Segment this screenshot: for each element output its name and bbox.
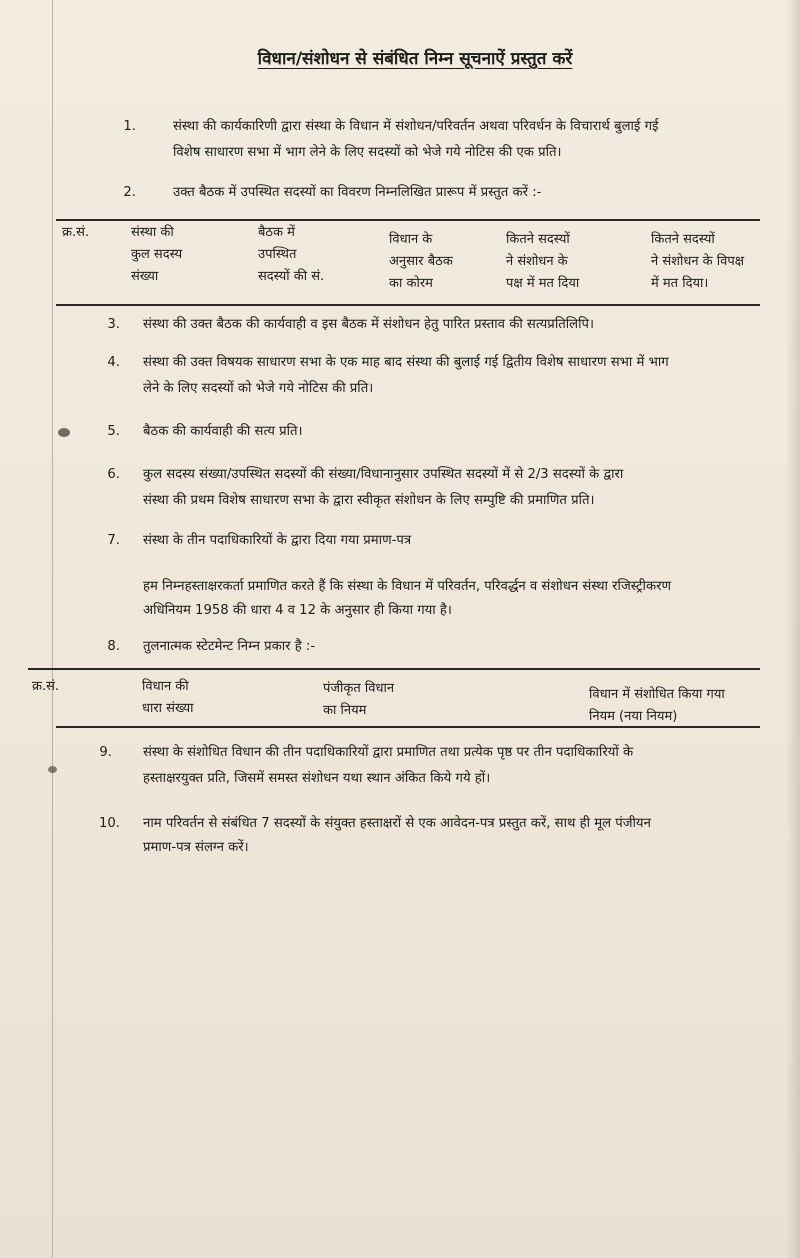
- table2-col-clause-number: [142, 676, 193, 720]
- ink-smudge: [48, 766, 57, 773]
- table2-col-amended-rule: [589, 684, 725, 728]
- page-edge-shadow: [786, 0, 800, 1258]
- header-line: का कोरम: [389, 276, 433, 291]
- header-line: धारा संख्या: [142, 701, 194, 716]
- table1-col-votes-for: [506, 229, 579, 295]
- item-text-line: संस्था की प्रथम विशेष साधारण सभा के द्वारा स्वीकृत संशोधन के लिए सम्पुष्टि की प्रमाणित प्रति।: [143, 493, 595, 508]
- item-text-line: तुलनात्मक स्टेटमेन्ट निम्न प्रकार है :-: [143, 639, 316, 654]
- item-text-line: हस्ताक्षरयुक्त प्रति, जिसमें समस्त संशोधन यथा स्थान अंकित किये गये हों।: [143, 771, 491, 786]
- header-line: पक्ष में मत दिया: [506, 276, 580, 291]
- margin-line: [52, 0, 53, 1258]
- header-line: नियम (नया नियम): [589, 709, 678, 724]
- table2-col-serial: [32, 676, 59, 698]
- item-text-line: लेने के लिए सदस्यों को भेजे गये नोटिस की प्रति।: [143, 381, 374, 396]
- item-text-line: अधिनियम 1958 की धारा 4 व 12 के अनुसार ही किया गया है।: [143, 603, 452, 618]
- header-line: अनुसार बैठक: [389, 254, 453, 269]
- item-text-line: बैठक की कार्यवाही की सत्य प्रति।: [143, 424, 303, 439]
- item-number: 3.: [107, 317, 120, 332]
- header-line: सदस्यों की सं.: [258, 269, 325, 284]
- document-title: विधान/संशोधन से संबंधित निम्न सूचनाऐं प्रस्तुत करें: [257, 49, 573, 69]
- header-line: का नियम: [323, 703, 367, 718]
- header-line: कितने सदस्यों: [651, 232, 715, 247]
- item-text-line: नाम परिवर्तन से संबंधित 7 सदस्यों के संयुक्त हस्ताक्षरों से एक आवेदन-पत्र प्रस्तुत करें, साथ ही मूल पंजीयन: [143, 816, 651, 831]
- table1-col-total-members: [131, 222, 182, 288]
- item-number: 9.: [99, 745, 112, 760]
- item-text-line: हम निम्नहस्ताक्षरकर्ता प्रमाणित करते हैं कि संस्था के विधान में परिवर्तन, परिवर्द्धन व संशोधन संस्था रजिस्ट्रीकरण: [143, 579, 671, 594]
- item-number: 4.: [107, 355, 120, 370]
- table1-top-rule: [56, 219, 760, 221]
- header-line: पंजीकृत विधान: [323, 681, 395, 696]
- ink-smudge: [58, 428, 70, 437]
- header-line: संस्था की: [131, 225, 174, 240]
- item-number: 10.: [99, 816, 120, 831]
- table1-col-votes-against: [651, 229, 744, 295]
- item-text-line: कुल सदस्य संख्या/उपस्थित सदस्यों की संख्या/विधानानुसार उपस्थित सदस्यों में से 2/3 सदस्यों के द्वारा: [143, 467, 624, 482]
- header-line: क्र.सं.: [62, 225, 90, 240]
- table2-top-rule: [28, 668, 760, 670]
- header-line: बैठक में: [258, 225, 295, 240]
- header-line: विधान की: [142, 679, 189, 694]
- header-line: में मत दिया।: [651, 276, 709, 291]
- item-number: 2.: [123, 185, 136, 200]
- table2-bottom-rule: [56, 726, 760, 728]
- header-line: विधान में संशोधित किया गया: [589, 687, 725, 702]
- table1-col-present-members: [258, 222, 324, 288]
- header-line: कितने सदस्यों: [506, 232, 570, 247]
- table1-bottom-rule: [56, 304, 760, 306]
- header-line: ने संशोधन के विपक्ष: [651, 254, 745, 269]
- item-number: 5.: [107, 424, 120, 439]
- header-line: क्र.सं.: [32, 679, 60, 694]
- item-number: 7.: [107, 533, 120, 548]
- table2-col-registered-rule: [323, 678, 394, 722]
- item-text-line: उक्त बैठक में उपस्थित सदस्यों का विवरण निम्नलिखित प्रारूप में प्रस्तुत करें :-: [173, 185, 542, 200]
- item-number: 6.: [107, 467, 120, 482]
- header-line: उपस्थित: [258, 247, 297, 262]
- item-text-line: संस्था के संशोधित विधान की तीन पदाधिकारियों द्वारा प्रमाणित तथा प्रत्येक पृष्ठ पर तीन पदाधिकारियों के: [143, 745, 634, 760]
- table1-col-quorum: [389, 229, 453, 295]
- header-line: संख्या: [131, 269, 159, 284]
- header-line: विधान के: [389, 232, 433, 247]
- item-text-line: संस्था की उक्त विषयक साधारण सभा के एक माह बाद संस्था की बुलाई गई द्वितीय विशेष साधारण सभा में भाग: [143, 355, 669, 370]
- item-text-line: संस्था की कार्यकारिणी द्वारा संस्था के विधान में संशोधन/परिवर्तन अथवा परिवर्धन के विचारार्थ बुलाई गई: [173, 119, 659, 134]
- item-text-line: प्रमाण-पत्र संलग्न करें।: [143, 840, 249, 855]
- header-line: कुल सदस्य: [131, 247, 183, 262]
- table1-col-serial: [62, 222, 89, 244]
- header-line: ने संशोधन के: [506, 254, 568, 269]
- item-text-line: संस्था के तीन पदाधिकारियों के द्वारा दिया गया प्रमाण-पत्र: [143, 533, 412, 548]
- item-text-line: विशेष साधारण सभा में भाग लेने के लिए सदस्यों को भेजे गये नोटिस की एक प्रति।: [173, 145, 562, 160]
- item-number: 1.: [123, 119, 136, 134]
- item-text-line: संस्था की उक्त बैठक की कार्यवाही व इस बैठक में संशोधन हेतु पारित प्रस्ताव की सत्यप्रतिलिपि।: [143, 317, 595, 332]
- item-number: 8.: [107, 639, 120, 654]
